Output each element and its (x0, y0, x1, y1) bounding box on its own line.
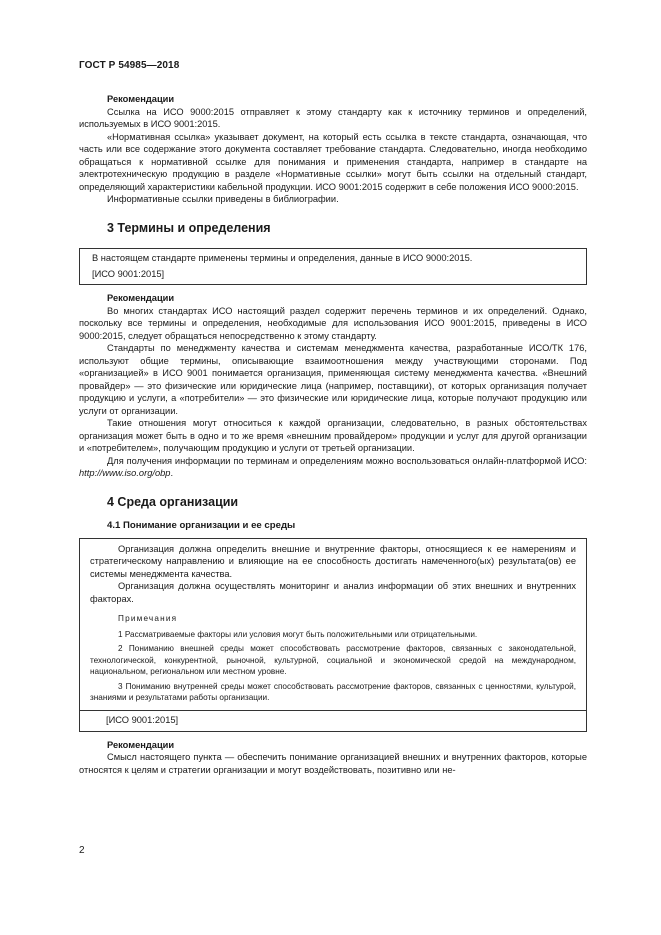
section-3-heading: 3 Термины и определения (107, 220, 271, 235)
subsection-4-1-heading: 4.1 Понимание организации и ее среды (107, 520, 296, 531)
notes-heading: Примечания (118, 614, 178, 623)
requirement-box (79, 248, 587, 285)
paragraph: Ссылка на ИСО 9000:2015 отправляет к этому стандарту как к источнику терминов и определений, используемых в ИСО 9001:2015. (79, 106, 587, 129)
box-paragraph: Организация должна определить внешние и внутренние факторы, относящиеся к ее намерениям и стратегическому направлению и влияющие на ее способность достигать намеченного(ых) результата(ов) ее системы менеджмента качества. (90, 543, 576, 579)
recommendations-heading: Рекомендации (107, 739, 175, 750)
section-4-heading: 4 Среда организации (107, 494, 239, 509)
document-header: ГОСТ Р 54985—2018 (79, 60, 180, 71)
paragraph: Стандарты по менеджменту качества и системам менеджмента качества, разработанные ИСО/ТК 176, используют общие термины, описывающие взаимоотношения между участвующими сторонами. Под «организацией» в ИСО 9001 понимается организация, применяющая систему менеджмента качества. «Внешний провайдер» — это физические или юридические лица (например, поставщики), от которых организация получает продукцию и услуги, а «потребители» — это физические или юридические лица, которые получают продукцию или услуги от организации. (79, 343, 587, 416)
iso-obp-link[interactable]: http://www.iso.org/obp (79, 468, 171, 478)
box-reference: [ИСО 9001:2015] (92, 268, 165, 279)
recommendations-heading: Рекомендации (107, 293, 175, 303)
page-number: 2 (79, 845, 85, 856)
note-item: 3 Пониманию внутренней среды может способствовать рассмотрение факторов, связанных с ценностями, культурой, знаниями и результатами работы организации. (90, 681, 576, 703)
paragraph-end: . (170, 468, 174, 478)
box-paragraph: Организация должна осуществлять мониторинг и анализ информации об этих внешних и внутренних факторах. (90, 581, 576, 604)
box-reference: [ИСО 9001:2015] (106, 715, 179, 726)
paragraph: Во многих стандартах ИСО настоящий раздел содержит перечень терминов и их определений. Однако, поскольку все термины и определения, необходимые для использования ИСО 9001:2015, приведены в ИСО 9000:2015, следует обращаться непосредственно к этому стандарту. (79, 305, 587, 341)
paragraph-text: Для получения информации по терминам и определениям можно воспользоваться онлайн-платформой ИСО: (107, 455, 587, 466)
paragraph: Такие отношения могут относиться к каждой организации, следовательно, в разных обстоятельствах организация может быть в одно и то же время «внешним провайдером» продукции и услуг для другой организации и «потребителем», получающим продукцию и услуги от третьей организации. (79, 418, 587, 453)
page-content (79, 93, 587, 776)
paragraph (79, 455, 587, 480)
paragraph: Смысл настоящего пункта — обеспечить понимание организацией внешних и внутренних факторов, которые относятся к целям и стратегии организации и могут воздействовать, позитивно или не- (79, 752, 587, 775)
requirement-box (79, 538, 587, 732)
paragraph: «Нормативная ссылка» указывает документ, на который есть ссылка в тексте стандарта, означающая, что часть или все содержание этого документа составляет требование стандарта. Следовательно, иногда необходимо обращаться к нормативной ссылке для понимания и применения стандарта, например в стандарте на электротехническую продукцию в разделе «Нормативные ссылки» могут быть ссылки на отдельный стандарт, определяющий характеристики кабельной продукции. ИСО 9001:2015 содержит в себе положения ИСО 9000:2015. (79, 131, 587, 192)
box-text: В настоящем стандарте применены термины и определения, данные в ИСО 9000:2015. (92, 253, 473, 263)
note-item: 1 Рассматриваемые факторы или условия могут быть положительными или отрицательными. (118, 629, 478, 639)
note-item: 2 Пониманию внешней среды может способствовать рассмотрение факторов, связанных с законодательной, технологической, конкурентной, рыночной, культурной, социальной и экономической средой на международном, национальном, региональном или местном уровне. (90, 644, 576, 677)
paragraph: Информативные ссылки приведены в библиографии. (107, 194, 339, 204)
recommendations-heading: Рекомендации (107, 94, 175, 104)
